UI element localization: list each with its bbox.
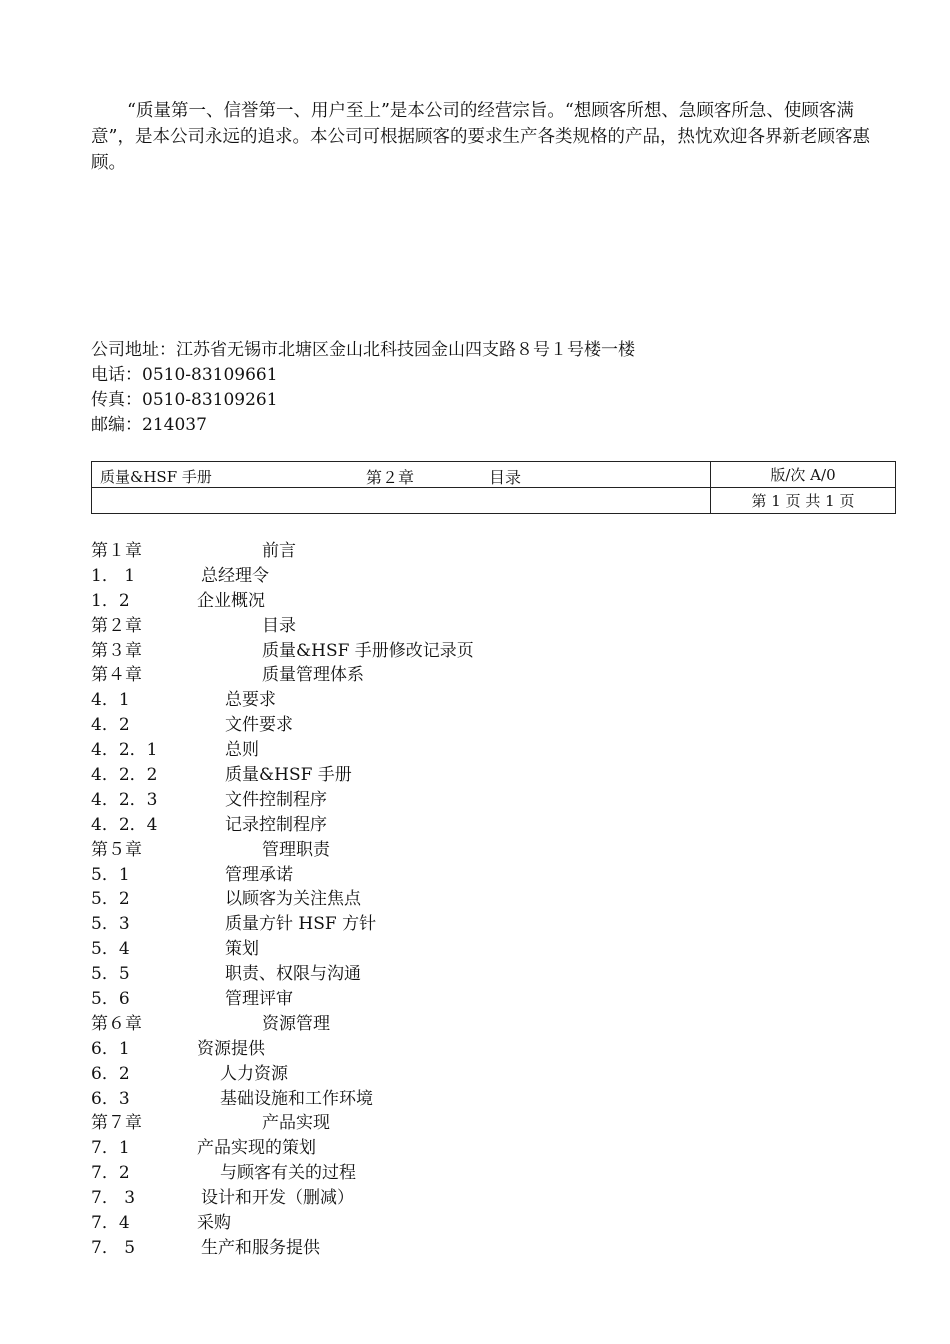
chapter-number: 第２章 xyxy=(366,468,415,487)
intro-section xyxy=(91,98,891,176)
toc-number: 5．4 xyxy=(91,939,130,960)
toc-title: 总经理令 xyxy=(201,565,269,586)
toc-number: 4．2．3 xyxy=(91,789,158,810)
toc-title: 管理评审 xyxy=(225,989,293,1010)
toc-number: 7．2 xyxy=(91,1163,130,1184)
page-cell xyxy=(711,488,896,514)
toc-number: 4．2．4 xyxy=(91,814,158,835)
toc-title: 基础设施和工作环境 xyxy=(220,1088,373,1109)
toc-number: 7．1 xyxy=(91,1138,130,1159)
company-fax: 传真：0510-83109261 xyxy=(91,390,278,410)
toc-title: 管理职责 xyxy=(262,839,330,860)
toc-number: 5．5 xyxy=(91,964,130,985)
toc-title: 文件控制程序 xyxy=(225,789,327,810)
toc-title: 总要求 xyxy=(225,690,276,711)
contact-block xyxy=(91,338,635,438)
company-phone: 电话：0510-83109661 xyxy=(91,365,278,385)
toc-title: 资源管理 xyxy=(262,1013,330,1034)
toc-number: 1．2 xyxy=(91,590,130,611)
toc-title: 职责、权限与沟通 xyxy=(225,964,361,985)
toc-number: 6．3 xyxy=(91,1088,130,1109)
company-address: 公司地址：江苏省无锡市北塘区金山北科技园金山四支路８号１号楼一楼 xyxy=(91,340,635,360)
toc-title: 产品实现 xyxy=(262,1113,330,1134)
toc-number: 第６章 xyxy=(91,1013,142,1034)
toc-title: 质量管理体系 xyxy=(262,665,364,686)
toc-number: 第５章 xyxy=(91,839,142,860)
toc-number: 7．4 xyxy=(91,1213,130,1234)
toc-title: 以顾客为关注焦点 xyxy=(225,889,361,910)
toc-title: 与顾客有关的过程 xyxy=(220,1163,356,1184)
toc-number: 6．2 xyxy=(91,1063,130,1084)
toc-title: 总则 xyxy=(225,740,259,761)
toc-title: 人力资源 xyxy=(220,1063,288,1084)
manual-name: 质量&HSF 手册 xyxy=(100,468,212,486)
toc-number: 7． 5 xyxy=(91,1237,136,1258)
toc-number: 4．2．1 xyxy=(91,740,158,761)
toc-number: 5．2 xyxy=(91,889,130,910)
toc-title: 记录控制程序 xyxy=(225,814,327,835)
toc-number: 1． 1 xyxy=(91,565,136,586)
document-header-table xyxy=(91,461,896,514)
toc-title: 生产和服务提供 xyxy=(201,1237,320,1258)
chapter-title: 目录 xyxy=(489,468,522,487)
page-count: 第 1 页 共 1 页 xyxy=(751,492,855,510)
toc-title: 产品实现的策划 xyxy=(197,1138,316,1159)
toc-title: 设计和开发（删减） xyxy=(201,1188,354,1209)
intro-paragraph: “质量第一、信誉第一、用户至上”是本公司的经营宗旨。“想顾客所想、急顾客所急、使顾客满意”，是本公司永远的追求。本公司可根据顾客的要求生产各类规格的产品，热忱欢迎各界新老顾客惠顾。 xyxy=(91,101,870,173)
toc-number: 第３章 xyxy=(91,640,142,661)
toc-title: 质量&HSF 手册 xyxy=(225,765,352,786)
toc-title: 资源提供 xyxy=(197,1038,265,1059)
toc-number: 5．3 xyxy=(91,914,130,935)
toc-title: 目录 xyxy=(262,615,296,636)
header-empty-cell xyxy=(92,488,711,514)
toc-number: 6．1 xyxy=(91,1038,130,1059)
toc-number: 4．2 xyxy=(91,715,130,736)
toc-title: 管理承诺 xyxy=(225,864,293,885)
toc-title: 采购 xyxy=(197,1213,231,1234)
toc-number: 4．2．2 xyxy=(91,765,158,786)
company-postcode: 邮编：214037 xyxy=(91,415,207,435)
toc-number: 5．1 xyxy=(91,864,130,885)
revision-label: 版/次 A/0 xyxy=(770,466,836,484)
toc-number: 第１章 xyxy=(91,541,142,561)
toc-number: 5．6 xyxy=(91,989,130,1010)
toc-number: 第７章 xyxy=(91,1113,142,1134)
header-title-cell xyxy=(92,462,711,488)
toc-title: 前言 xyxy=(262,541,296,561)
toc-title: 质量&HSF 手册修改记录页 xyxy=(262,640,474,661)
toc-number: 第４章 xyxy=(91,665,142,686)
toc-title: 策划 xyxy=(225,939,259,960)
toc-title: 文件要求 xyxy=(225,715,293,736)
toc-number: 第２章 xyxy=(91,615,142,636)
toc-number: 7． 3 xyxy=(91,1188,136,1209)
toc-title: 质量方针 HSF 方针 xyxy=(225,914,377,935)
revision-cell xyxy=(711,462,896,488)
toc-number: 4．1 xyxy=(91,690,130,711)
toc-title: 企业概况 xyxy=(197,590,265,611)
